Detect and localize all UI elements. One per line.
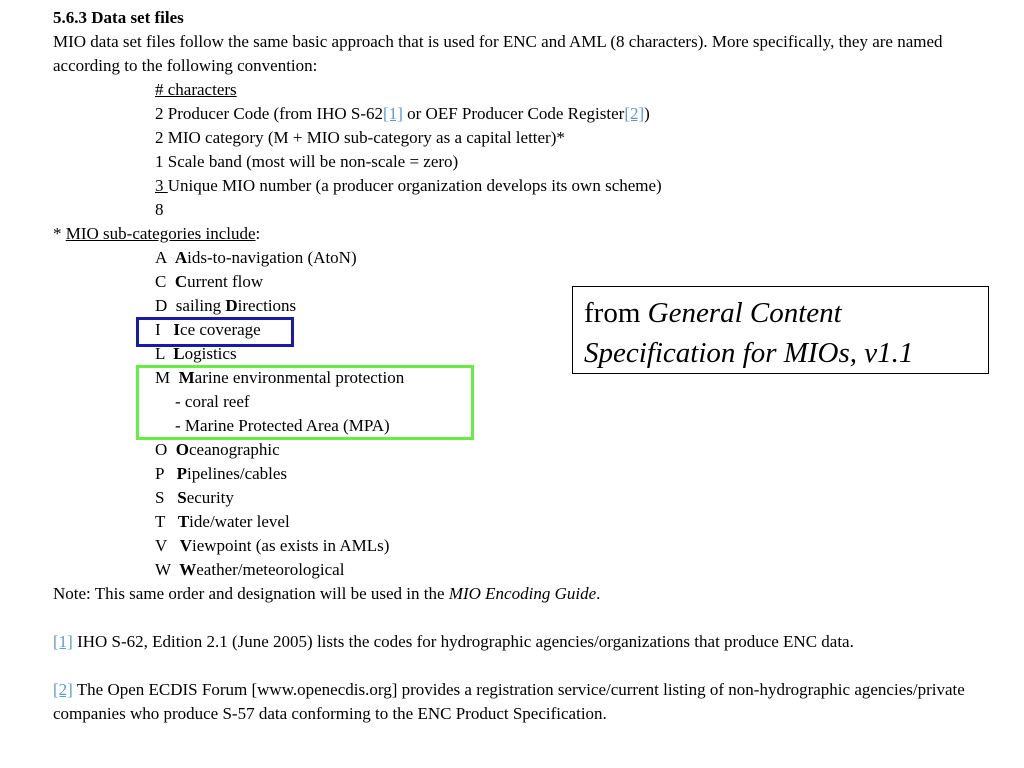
category-item: A Aids-to-navigation (AtoN) xyxy=(155,248,357,267)
category-item: V Viewpoint (as exists in AMLs) xyxy=(155,536,390,555)
convention-header: # characters xyxy=(155,80,237,99)
category-item: M Marine environmental protection xyxy=(155,368,405,387)
subcategories-heading: * MIO sub-categories include: xyxy=(53,224,261,243)
marine-subitem: - coral reef xyxy=(175,392,250,411)
source-callout: from General Content Specification for MIOs, v1.1 xyxy=(572,286,989,374)
footnote-ref-2[interactable]: [2] xyxy=(53,680,73,699)
footnote-2: [2] The Open ECDIS Forum [www.openecdis.org] provides a registration service/current listing of non-hydrographic agencies/private companies who produce S-57 data conforming to the ENC Product Specification. xyxy=(53,680,965,723)
convention-unique: 3 Unique MIO number (a producer organization develops its own scheme) xyxy=(155,176,662,195)
section-heading: 5.6.3 Data set files xyxy=(53,8,184,27)
category-item: W Weather/meteorological xyxy=(155,560,345,579)
footnote-ref-1[interactable]: [1] xyxy=(53,632,73,651)
category-item: D sailing Directions xyxy=(155,296,297,315)
highlight-box-marine xyxy=(136,365,474,440)
category-item: C Current flow xyxy=(155,272,264,291)
category-item: S Security xyxy=(155,488,234,507)
category-item: I Ice coverage xyxy=(155,320,261,339)
marine-subitem: - Marine Protected Area (MPA) xyxy=(175,416,390,435)
footnote-link-1[interactable]: [1] xyxy=(383,104,403,123)
convention-scale: 1 Scale band (most will be non-scale = zero) xyxy=(155,152,459,171)
category-item: T Tide/water level xyxy=(155,512,290,531)
category-item: O Oceanographic xyxy=(155,440,280,459)
note-line: Note: This same order and designation will be used in the MIO Encoding Guide. xyxy=(53,584,601,603)
category-item: L Logistics xyxy=(155,344,237,363)
footnote-1: [1] IHO S-62, Edition 2.1 (June 2005) lists the codes for hydrographic agencies/organizations that produce ENC data. xyxy=(53,632,854,651)
highlight-box-ice xyxy=(136,317,294,347)
convention-category: 2 MIO category (M + MIO sub-category as a capital letter)* xyxy=(155,128,565,147)
intro-paragraph: MIO data set files follow the same basic approach that is used for ENC and AML (8 characters). More specifically, they are named according to the following convention: xyxy=(53,32,943,75)
category-item: P Pipelines/cables xyxy=(155,464,288,483)
footnote-link-2[interactable]: [2] xyxy=(624,104,645,123)
convention-producer: 2 Producer Code (from IHO S-62[1] or OEF Producer Code Register[2]) xyxy=(155,104,650,123)
convention-total: 8 xyxy=(155,200,164,219)
